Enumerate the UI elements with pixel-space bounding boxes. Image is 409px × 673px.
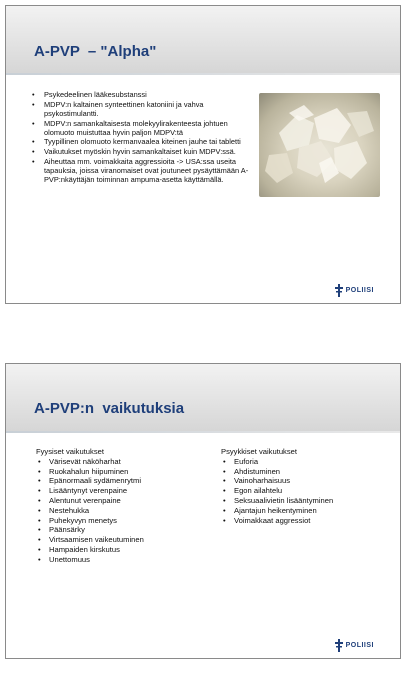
physical-effects-list [36,457,196,565]
bullet-list [31,90,257,185]
list-item: • Lisääntynyt verenpaine [36,486,196,496]
bullet-item: • Vaikutukset myöskin hyvin samankaltaiset kuin MDPV:ssä. [31,147,257,156]
bullet-item: • Psykedeelinen lääkesubstanssi [31,90,257,99]
police-emblem-icon [335,639,343,652]
title-divider [6,73,400,75]
column-heading: Psyykkiset vaikutukset [221,447,297,456]
physical-effects-column [36,447,196,565]
list-item: • Seksuaalivietin lisääntyminen [221,496,391,506]
title-band [6,6,400,73]
bullet-item: • Tyypillinen olomuoto kermanvaalea kiteinen jauhe tai tabletti [31,137,257,146]
title-band [6,364,400,431]
column-heading: Fyysiset vaikutukset [36,447,104,456]
list-item: • Vainoharhaisuus [221,476,391,486]
list-item: • Ahdistuminen [221,467,391,477]
crystal-powder-photo [259,93,380,197]
police-emblem-icon [335,284,343,297]
logo-text: POLIISI [345,641,374,649]
list-item: • Epänormaali sydämenrytmi [36,476,196,486]
bullet-item: • Aiheuttaa mm. voimakkaita aggressioita -> USA:ssa useita tapauksia, joissa viranomaiset ovat joutuneet pysäyttämään A-PVP:nkäyttäjän toiminnan ampuma-asetta käyttämällä. [31,157,257,184]
list-item: • Päänsärky [36,525,196,535]
slide-2 [5,363,401,659]
list-item: • Voimakkaat aggressiot [221,516,391,526]
list-item: • Ruokahalun hiipuminen [36,467,196,477]
psychological-effects-list [221,457,391,526]
list-item: • Värisevät näköharhat [36,457,196,467]
logo-text: POLIISI [345,286,374,294]
list-item: • Unettomuus [36,555,196,565]
slide-title: A-PVP – "Alpha" [34,43,157,60]
psychological-effects-column [221,447,391,525]
list-item: • Egon ailahtelu [221,486,391,496]
list-item: • Hampaiden kirskutus [36,545,196,555]
title-divider [6,431,400,433]
list-item: • Euforia [221,457,391,467]
list-item: • Alentunut verenpaine [36,496,196,506]
bullet-item: • MDPV:n kaltainen synteettinen katoniini ja vahva psykostimulantti. [31,100,257,118]
bullet-item: • MDPV:n samankaltaisesta molekyylirakenteesta johtuen olomuoto muistuttaa hyvin paljon MDPV:tä [31,119,257,137]
list-item: • Nestehukka [36,506,196,516]
poliisi-logo [335,638,374,652]
list-item: • Ajantajun heikentyminen [221,506,391,516]
slide-1 [5,5,401,304]
slide-title: A-PVP:n vaikutuksia [34,400,185,417]
list-item: • Virtsaamisen vaikeutuminen [36,535,196,545]
list-item: • Puhekyvyn menetys [36,516,196,526]
poliisi-logo [335,283,374,297]
